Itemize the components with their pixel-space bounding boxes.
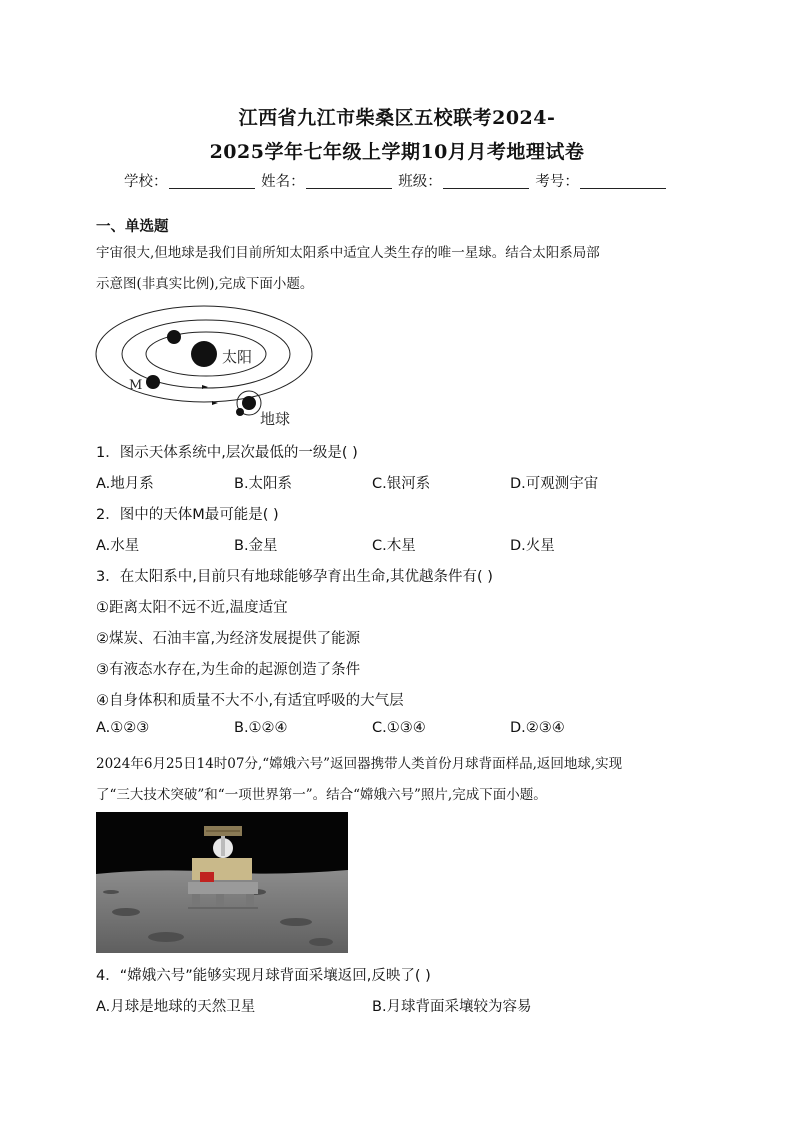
intro2-line-2: 了“三大技术突破”和“一项世界第一”。结合“嫦娥六号”照片,完成下面小题。	[96, 787, 547, 803]
m-label: M	[129, 378, 143, 393]
info-id-blank	[580, 174, 666, 189]
info-school-blank	[169, 174, 255, 189]
q3-statement-1: ①距离太阳不远不近,温度适宜	[96, 600, 288, 616]
info-school-label: 学校：	[124, 174, 168, 190]
intro1-line-2: 示意图(非真实比例),完成下面小题。	[96, 276, 314, 292]
info-id-label: 考号：	[535, 174, 579, 190]
q4-option-a: A.月球是地球的天然卫星	[96, 999, 256, 1015]
info-class-blank	[443, 174, 529, 189]
q2-option-b: B.金星	[234, 538, 278, 554]
change6-photo	[96, 812, 348, 953]
q2-option-c: C.木星	[372, 538, 416, 554]
q1-option-c: C.银河系	[372, 476, 431, 492]
planet-upper	[167, 330, 181, 344]
earth	[242, 396, 256, 410]
q3-option-c: C.①③④	[372, 720, 426, 736]
section-heading: 一、单选题	[96, 219, 169, 235]
q2-option-d: D.火星	[510, 538, 555, 554]
solar-system-diagram	[94, 302, 324, 430]
info-name-blank	[306, 174, 392, 189]
student-info-row	[124, 170, 684, 191]
sun	[191, 341, 217, 367]
question-3-stem: 3．在太阳系中,目前只有地球能够孕育出生命,其优越条件有( )	[96, 569, 493, 585]
q3-option-d: D.②③④	[510, 720, 565, 736]
q3-statement-3: ③有液态水存在,为生命的起源创造了条件	[96, 662, 361, 678]
q4-option-b: B.月球背面采壤较为容易	[372, 999, 532, 1015]
sun-label: 太阳	[222, 348, 253, 366]
intro1-line-1: 宇宙很大,但地球是我们目前所知太阳系中适宜人类生存的唯一星球。结合太阳系局部	[96, 245, 600, 261]
info-class-label: 班级：	[398, 174, 442, 190]
info-name-label: 姓名：	[261, 174, 305, 190]
intro2-line-1: 2024年6月25日14时07分,“嫦娥六号”返回器携带人类首份月球背面样品,返回地球,实现	[96, 756, 623, 772]
earth-label: 地球	[260, 410, 291, 428]
question-2-stem: 2．图中的天体M最可能是( )	[96, 507, 279, 523]
q1-option-a: A.地月系	[96, 476, 154, 492]
q3-option-b: B.①②④	[234, 720, 288, 736]
q3-statement-2: ②煤炭、石油丰富,为经济发展提供了能源	[96, 631, 361, 647]
q3-statement-4: ④自身体积和质量不大不小,有适宜呼吸的大气层	[96, 693, 404, 709]
q2-option-a: A.水星	[96, 538, 140, 554]
title-line-1: 江西省九江市柴桑区五校联考2024-	[238, 107, 556, 129]
moon	[236, 408, 244, 416]
q3-option-a: A.①②③	[96, 720, 150, 736]
question-1-stem: 1．图示天体系统中,层次最低的一级是( )	[96, 445, 358, 461]
question-4-stem: 4．“嫦娥六号”能够实现月球背面采壤返回,反映了( )	[96, 968, 431, 984]
q1-option-b: B.太阳系	[234, 476, 293, 492]
title-line-2: 2025学年七年级上学期10月月考地理试卷	[209, 141, 585, 163]
q1-option-d: D.可观测宇宙	[510, 476, 599, 492]
planet-m	[146, 375, 160, 389]
